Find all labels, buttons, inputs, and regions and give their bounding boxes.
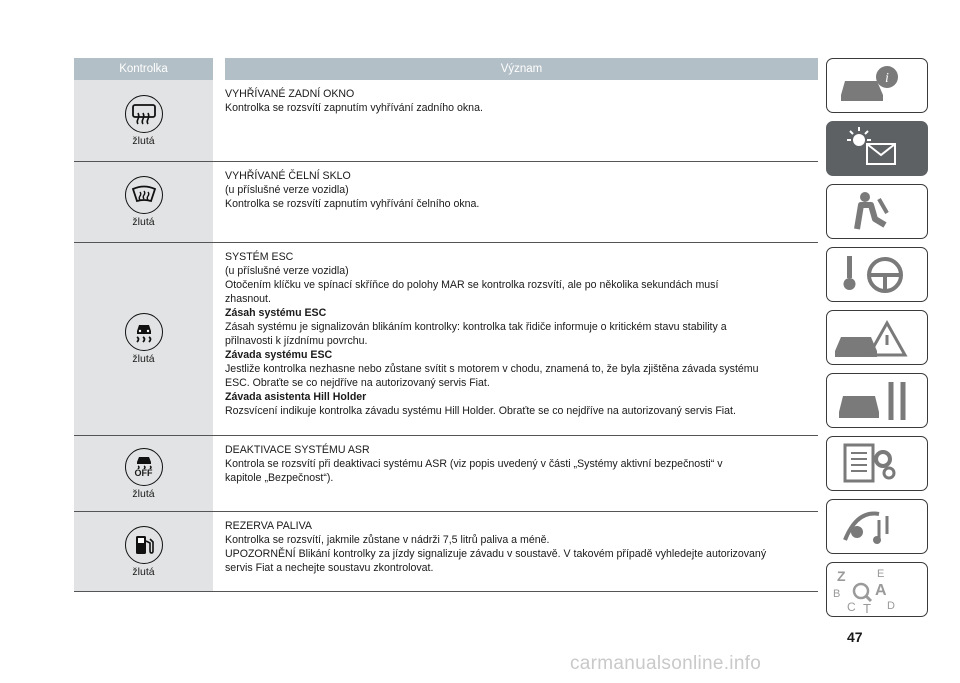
watermark: carmanualsonline.info	[570, 653, 762, 674]
safety-tab[interactable]	[826, 184, 928, 239]
multimedia-icon	[827, 500, 927, 553]
color-label: žlutá	[132, 487, 155, 500]
windshield-defrost-icon	[125, 176, 163, 214]
maintenance-tab[interactable]	[826, 373, 928, 428]
table-row	[74, 243, 818, 436]
text-line: VYHŘÍVANÉ ZADNÍ OKNO	[225, 88, 355, 100]
text-line: přilnavosti k jízdnímu povrchu.	[225, 335, 368, 347]
text-line: Zásah systému je signalizován blikáním kontrolky: kontrolka tak řidiče informuje o kritickém stavu stability a	[225, 321, 727, 333]
meaning-cell	[225, 436, 818, 511]
text-line: SYSTÉM ESC	[225, 251, 294, 263]
text-line: UPOZORNĚNÍ Blikání kontrolky za jízdy signalizuje závadu v soustavě. V takovém případě vyhledejte autorizovaný	[225, 548, 767, 560]
index-letter: B	[833, 588, 841, 600]
icon-cell	[74, 162, 213, 242]
text-line: Kontrolka se rozsvítí zapnutím vyhřívání čelního okna.	[225, 198, 480, 210]
document-gears-icon	[827, 437, 927, 490]
header-kontrolka: Kontrolka	[74, 58, 213, 80]
color-label: žlutá	[132, 565, 155, 578]
seatbelt-airbag-icon	[827, 185, 927, 238]
color-label: žlutá	[132, 353, 155, 365]
text-line: kapitole „Bezpečnost“).	[225, 472, 334, 484]
table-row	[74, 80, 818, 162]
emergency-tab[interactable]	[826, 310, 928, 365]
subheading: Závada asistenta Hill Holder	[225, 391, 367, 403]
driving-tab[interactable]	[826, 247, 928, 302]
icon-cell	[74, 436, 213, 511]
technical-data-tab[interactable]	[826, 436, 928, 491]
text-line: servis Fiat a nechejte soustavu zkontrolovat.	[225, 562, 434, 574]
table-row	[74, 512, 818, 592]
text-line: Rozsvícení indikuje kontrolka závadu systému Hill Holder. Obraťte se co nejdříve na autorizovaný servis Fiat.	[225, 405, 736, 417]
index-letter: E	[877, 568, 885, 580]
index-letter: A	[875, 582, 887, 599]
text-line: DEAKTIVACE SYSTÉMU ASR	[225, 444, 370, 456]
warning-light-message-icon	[827, 122, 927, 175]
meaning-cell	[225, 162, 818, 242]
key-steering-wheel-icon	[827, 248, 927, 301]
warning-lights-table	[74, 58, 818, 592]
table-row	[74, 436, 818, 512]
off-label: OFF	[134, 468, 153, 478]
fuel-reserve-icon	[125, 526, 163, 564]
subheading: Závada systému ESC	[225, 349, 333, 361]
text-line: VYHŘÍVANÉ ČELNÍ SKLO	[225, 170, 351, 182]
color-label: žlutá	[132, 216, 155, 228]
esc-icon	[125, 313, 163, 351]
svg-text:i: i	[885, 71, 889, 86]
table-row	[74, 162, 818, 243]
meaning-cell	[225, 243, 818, 435]
index-letter: T	[863, 601, 871, 616]
index-tab[interactable]	[826, 562, 928, 617]
index-letter: C	[847, 600, 856, 614]
page-number: 47	[847, 629, 863, 645]
text-line: REZERVA PALIVA	[225, 520, 312, 532]
text-line: (u příslušné verze vozidla)	[225, 265, 349, 277]
text-line: Kontrolka se rozsvítí, jakmile zůstane v nádrži 7,5 litrů paliva a méně.	[225, 534, 550, 546]
subheading: Zásah systému ESC	[225, 307, 327, 319]
text-line: Jestliže kontrolka nezhasne nebo zůstane svítit s motorem v chodu, znamená to, že byla zjištěna závada systému	[225, 363, 759, 375]
asr-off-icon	[125, 448, 163, 486]
warning-lights-tab[interactable]	[826, 121, 928, 176]
text-line: Kontrola se rozsvítí při deaktivaci systému ASR (viz popis uvedený v části „Systémy aktivní bezpečnosti“ v	[225, 458, 723, 470]
meaning-cell	[225, 80, 818, 161]
alphabet-index-icon	[827, 563, 927, 616]
car-info-icon	[827, 59, 927, 112]
table-header	[74, 58, 818, 80]
car-wrench-icon	[827, 374, 927, 427]
icon-cell	[74, 243, 213, 435]
text-line: (u příslušné verze vozidla)	[225, 184, 349, 196]
text-line: Kontrolka se rozsvítí zapnutím vyhřívání zadního okna.	[225, 102, 483, 114]
text-line: zhasnout.	[225, 293, 271, 305]
text-line: Otočením klíčku ve spínací skříňce do polohy MAR se kontrolka rozsvítí, ale po několika sekundách musí	[225, 279, 719, 291]
color-label: žlutá	[132, 134, 155, 147]
header-vyznam: Význam	[225, 58, 818, 80]
index-letter: Z	[837, 568, 846, 584]
meaning-cell	[225, 512, 818, 591]
icon-cell	[74, 512, 213, 591]
rear-window-defrost-icon	[125, 95, 163, 133]
car-info-tab[interactable]	[826, 58, 928, 113]
multimedia-tab[interactable]	[826, 499, 928, 554]
icon-cell	[74, 80, 213, 161]
text-line: ESC. Obraťte se co nejdříve na autorizovaný servis Fiat.	[225, 377, 490, 389]
index-letter: D	[887, 600, 895, 612]
warning-triangle-car-icon	[827, 311, 927, 364]
